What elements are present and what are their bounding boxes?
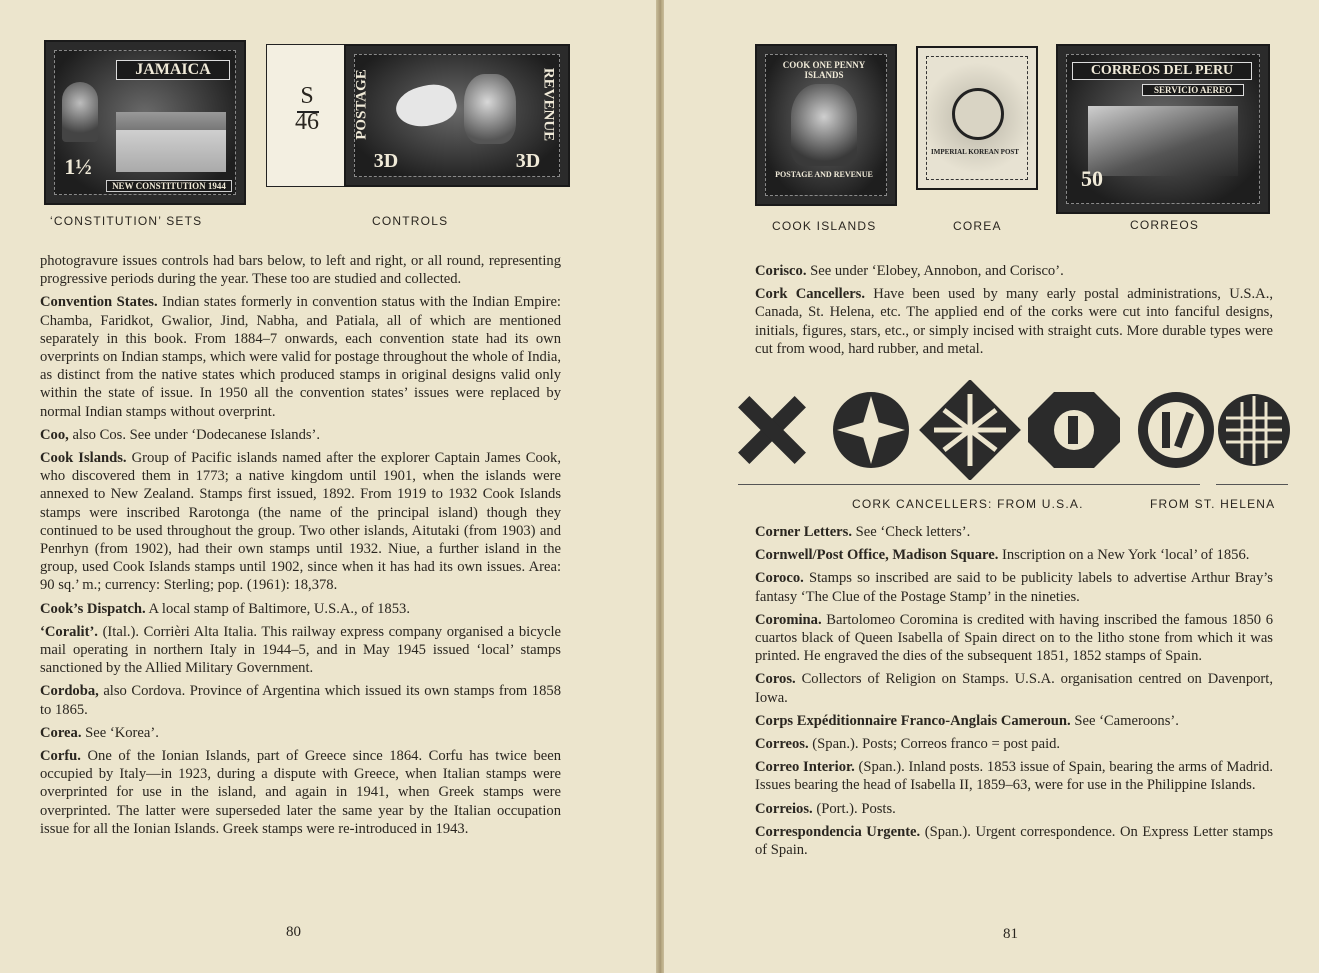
cook-islands-stamp-image [755, 44, 897, 206]
entry-correo-interior [755, 758, 1273, 794]
control-number: 46 [295, 109, 319, 135]
headword: Cork Cancellers. [755, 286, 865, 303]
stamp-side-revenue: REVENUE [540, 67, 557, 142]
jamaica-stamp-band: NEW CONSTITUTION 1944 [106, 180, 232, 192]
correos-stamp-value: 50 [1081, 166, 1103, 191]
cook-stamp-label: COOK ONE PENNY ISLANDS [782, 60, 866, 80]
headword: Coo, [40, 426, 69, 443]
headword: Convention States. [40, 294, 158, 311]
correos-stamp-band: SERVICIO AEREO [1142, 84, 1244, 96]
caption-cook-islands: COOK ISLANDS [772, 219, 877, 233]
headword: Correios. [755, 800, 813, 817]
control-letter: S [300, 83, 314, 109]
headword: ‘Coralit’. [40, 623, 98, 640]
controls-stamp-image [344, 44, 570, 187]
stamp-value-left: 3D [373, 150, 399, 172]
headword: Corps Expéditionnaire Franco-Anglais Cameroun. [755, 712, 1071, 729]
caption-constitution-sets: ‘CONSTITUTION’ SETS [50, 214, 203, 228]
entry-correios [755, 800, 1273, 818]
headword: Coros. [755, 671, 796, 688]
corea-stamp-image [916, 46, 1038, 190]
entry-body: (Ital.). Corrièri Alta Italia. This railway express company organised a bicycle mail operating in northern Italy in 1944–5, and in May 1945 issued ‘local’ stamps sanctioned by the Allied Military Government. [40, 623, 561, 677]
left-page [0, 0, 658, 973]
entry-cornwell [755, 546, 1273, 564]
intro-paragraph: photogravure issues controls had bars below, to left and right, or all round, representing progressive periods during the year. These too are studied and collected. [40, 253, 561, 288]
correos-stamp-label: CORREOS DEL PERU [1072, 62, 1252, 80]
headword: Coromina. [755, 611, 822, 628]
corea-stamp-label: IMPERIAL KOREAN POST [931, 148, 1019, 156]
building-icon [116, 112, 226, 172]
control-margin [266, 44, 348, 187]
cork-cancellers-figure [734, 380, 1294, 480]
entry-body: Stamps so inscribed are said to be publicity labels to advertise Arthur Bray’s fantasy ‘The Clue of the Postage Stamp’ in the nineties. [755, 570, 1273, 605]
entry-correspondencia-urgente [755, 823, 1273, 859]
entry-body: also Cos. See under ‘Dodecanese Islands’. [72, 426, 321, 443]
entry-correos [755, 735, 1273, 753]
controls-figure [266, 44, 568, 185]
entry-cork-cancellers [755, 285, 1273, 358]
korean-emblem-icon [952, 88, 1004, 140]
jamaica-stamp-image [44, 40, 246, 205]
cancel-maltese-icon [833, 392, 909, 468]
right-page-text-bottom [755, 523, 1273, 864]
headword: Cook’s Dispatch. [40, 600, 146, 617]
caption-cancellers-st-helena: FROM ST. HELENA [1150, 497, 1276, 511]
correos-stamp-image [1056, 44, 1270, 214]
right-page [664, 0, 1319, 973]
entry-body: A local stamp of Baltimore, U.S.A., of 1853. [148, 600, 410, 617]
headword: Corner Letters. [755, 524, 852, 540]
entry-coromina [755, 611, 1273, 666]
entry-body: Collectors of Religion on Stamps. U.S.A. organisation centred on Davenport, Iowa. [755, 671, 1273, 706]
st-helena-brace [1216, 478, 1288, 485]
entry-body: See under ‘Elobey, Annobon, and Corisco’. [810, 263, 1064, 279]
entry-corner-letters [755, 523, 1273, 541]
entry-corfu [40, 747, 561, 838]
page-number-left: 80 [286, 924, 301, 940]
entry-body: (Span.). Urgent correspondence. On Express Letter stamps of Spain. [755, 823, 1273, 859]
entry-coo [40, 426, 561, 444]
cancel-initial-icon [1028, 392, 1120, 468]
entry-body: See ‘Check letters’. [855, 524, 971, 540]
entry-body: See ‘Korea’. [85, 724, 159, 741]
caption-controls: CONTROLS [372, 214, 449, 228]
entry-convention-states [40, 293, 561, 420]
cancel-numeral-icon [1138, 392, 1214, 468]
headword: Cordoba, [40, 683, 99, 700]
entry-cooks-dispatch [40, 600, 561, 618]
headword: Corfu. [40, 748, 81, 765]
left-page-text [40, 252, 561, 843]
entry-cook-islands [40, 449, 561, 595]
stamp-side-postage: POSTAGE [353, 69, 370, 140]
jamaica-stamp-label: JAMAICA [116, 60, 230, 80]
entry-coralit [40, 623, 561, 678]
entry-body: Indian states formerly in convention status with the Indian Empire: Chamba, Faridkot, Gwalior, Jind, Nabha, and Patiala, all of which are mentioned separately in this book. From 1884–7 onwards, each convention state had its own overprints on Indian stamps, which were valid for postage throughout the whole of India, as distinct from the native states which produced stamps in original designs valid only within the state of issue. In 1950 all the convention states’ issues were replaced by normal Indian stamps without overprint. [40, 294, 561, 420]
entry-body: One of the Ionian Islands, part of Greece since 1864. Corfu has twice been occupied by Italy—in 1923, during a dispute with Greece, when Italian stamps were overprinted for use in the island, and again in 1941, when Greek stamps were overprinted. The latter were superseded later the same year by the Italian occupation issue for all the Ionian Islands. Greek stamps were re-introduced in 1943. [40, 748, 561, 837]
entry-coros [755, 670, 1273, 706]
headword: Correo Interior. [755, 759, 855, 776]
cancel-lattice-icon [919, 380, 1021, 480]
captain-cook-portrait-icon [791, 84, 857, 166]
entry-body: Bartolomeo Coromina is credited with having inscribed the famous 1850 6 cuartos black of Queen Isabella of Spain direct on to the litho stone from which it was printed. He engraved the dies of the subsequent 1851, 1852 stamps of Spain. [755, 611, 1273, 665]
headword: Cornwell/Post Office, Madison Square. [755, 547, 999, 564]
entry-corps-expeditionnaire [755, 712, 1273, 730]
headword: Corisco. [755, 263, 807, 279]
headword: Correspondencia Urgente. [755, 823, 921, 840]
caption-corea: COREA [953, 219, 1002, 233]
headword: Cook Islands. [40, 450, 127, 467]
entry-corea [40, 724, 561, 742]
cancel-grid-icon [1218, 394, 1290, 466]
headword: Corea. [40, 724, 82, 741]
entry-body: Group of Pacific islands named after the explorer Captain James Cook, who discovered them in 1773; a native kingdom until 1901, when the islands were annexed to New Zealand. Stamps first issued, 1892. From 1919 to 1932 Cook Islands stamps were inscribed Rarotonga (the name of the principal island) though they continued to be used throughout the group. Two other islands, Aitutaki (from 1903) and Penrhyn (from 1902), had their own stamps until 1932. Niue, a further island in the group, used Cook Islands stamps until 1902, since when it has had its own issues. Area: 90 sq.’ m.; currency: Sterling; pop. (1961): 18,378. [40, 450, 561, 594]
entry-coroco [755, 569, 1273, 605]
king-portrait-icon [464, 74, 516, 144]
entry-body: Have been used by many early postal administrations, U.S.A., Canada, St. Helena, etc. The applied end of the corks were cut into fanciful designs, initials, figures, stars, etc., or simply incised with straight cuts. More durable types were cut from wood, hard rubber, and metal. [755, 286, 1273, 357]
page-number-right: 81 [1003, 926, 1018, 942]
usa-brace [738, 478, 1200, 485]
right-page-text-top [755, 262, 1273, 363]
entry-body: (Span.). Inland posts. 1853 issue of Spain, bearing the arms of Madrid. Issues bearing the head of Isabella II, 1859–63, were for use in the Philippine Islands. [755, 759, 1273, 794]
cancel-cross-icon [738, 396, 806, 464]
entry-body: (Port.). Posts. [816, 800, 896, 817]
entry-body: (Span.). Posts; Correos franco = post paid. [812, 736, 1061, 753]
headword: Correos. [755, 736, 809, 753]
caption-correos: CORREOS [1130, 218, 1200, 232]
king-portrait-icon [62, 82, 98, 142]
headword: Coroco. [755, 570, 804, 587]
entry-body: also Cordova. Province of Argentina which issued its own stamps from 1858 to 1865. [40, 683, 561, 718]
caption-cancellers-usa: CORK CANCELLERS: FROM U.S.A. [852, 497, 1084, 511]
jamaica-stamp-value: 1½ [64, 154, 92, 179]
entry-body: Inscription on a New York ‘local’ of 1856. [1002, 547, 1250, 564]
entry-cordoba [40, 682, 561, 718]
stamp-value-right: 3D [515, 150, 541, 172]
entry-body: See ‘Cameroons’. [1074, 712, 1179, 729]
entry-corisco [755, 262, 1273, 280]
cook-stamp-band: POSTAGE AND REVENUE [775, 170, 873, 179]
